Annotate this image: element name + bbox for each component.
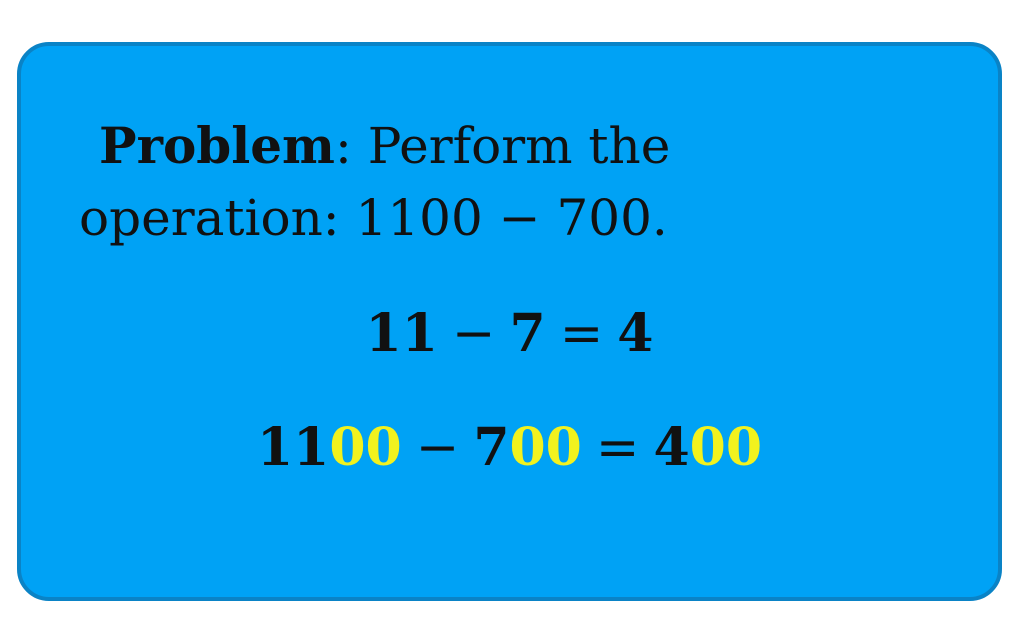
full-equation: [21, 418, 998, 478]
equation2-equals: =: [595, 418, 640, 478]
problem-label: Problem: [99, 116, 335, 175]
problem-text-line2: operation: 1100 − 700.: [79, 189, 668, 247]
problem-statement: [79, 110, 759, 254]
equation1-minus: −: [451, 304, 496, 364]
equation2-result-digits: 4: [653, 417, 690, 478]
equation1-operand-b: 7: [509, 303, 546, 364]
equation2-operand-a-digits: 11: [256, 417, 330, 478]
equation2-operand-b-digits: 7: [473, 417, 510, 478]
problem-text-line1: : Perform the: [334, 117, 671, 175]
simplified-equation: [21, 304, 998, 364]
equation2-result-zeros: 00: [689, 417, 763, 478]
equation2-operand-a-zeros: 00: [329, 417, 402, 478]
problem-card: [17, 42, 1002, 601]
equation1-equals: =: [559, 304, 604, 364]
equation1-result: 4: [617, 303, 654, 364]
equation2-operand-b-zeros: 00: [509, 417, 582, 478]
equation1-operand-a: 11: [365, 303, 438, 364]
equation2-minus: −: [415, 418, 460, 478]
